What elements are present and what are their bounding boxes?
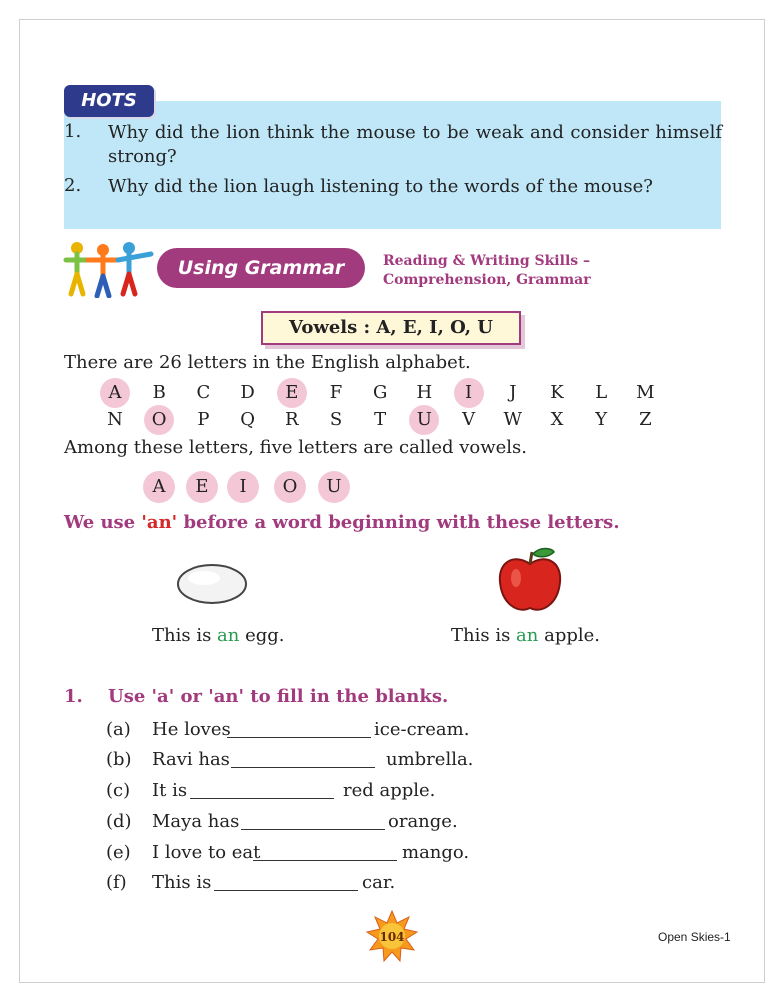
- vowel-letter: A: [100, 378, 130, 408]
- item-text: mango.: [402, 842, 470, 863]
- alphabet-letter: N: [107, 409, 123, 430]
- alphabet-letter: Z: [639, 409, 652, 430]
- egg-image: [174, 560, 250, 606]
- item-label: (c): [106, 780, 131, 801]
- alphabet-letter: M: [636, 382, 655, 403]
- caption-article: an: [217, 625, 240, 646]
- alphabet-letter: Q: [240, 409, 255, 430]
- alphabet-letter: W: [503, 409, 523, 430]
- alphabet-letter: G: [372, 382, 388, 403]
- an-rule: [64, 512, 620, 533]
- alphabet-letter: K: [550, 382, 564, 403]
- question-text: strong?: [108, 146, 177, 167]
- item-label: (d): [106, 811, 132, 832]
- egg-caption: [152, 625, 285, 646]
- vowel-letter: U: [409, 405, 439, 435]
- item-label: (e): [106, 842, 131, 863]
- vowel-letter: O: [144, 405, 174, 435]
- answer-blank[interactable]: [214, 871, 358, 891]
- item-text: This is: [152, 872, 212, 893]
- item-text: red apple.: [343, 780, 436, 801]
- exercise-heading: [64, 686, 448, 707]
- exercise-number: 1.: [64, 686, 83, 707]
- alphabet-letter: J: [509, 382, 517, 403]
- answer-blank[interactable]: [227, 718, 371, 738]
- item-text: ice-cream.: [374, 719, 470, 740]
- answer-blank[interactable]: [253, 841, 397, 861]
- caption-text: This is: [451, 625, 517, 646]
- alphabet-letter: R: [285, 409, 299, 430]
- apple-caption: [451, 625, 600, 646]
- alphabet-letter: C: [196, 382, 211, 403]
- alphabet-letter: X: [550, 409, 564, 430]
- question-text: Why did the lion think the mouse to be weak and consider himself: [108, 122, 722, 143]
- caption-text: This is: [152, 625, 218, 646]
- rule-text: before a word beginning with these letters.: [177, 512, 620, 533]
- item-text: orange.: [388, 811, 458, 832]
- page-number: 104: [379, 930, 405, 944]
- question-text: Why did the lion laugh listening to the words of the mouse?: [108, 176, 653, 197]
- question-number: 1.: [64, 121, 82, 142]
- item-text: Maya has: [152, 811, 240, 832]
- rule-text: We use: [64, 512, 142, 533]
- alphabet-letter: F: [329, 382, 343, 403]
- caption-text: egg.: [239, 625, 285, 646]
- children-group-icon: [63, 238, 155, 298]
- apple-image: [496, 546, 564, 616]
- book-title: Open Skies-1: [658, 930, 731, 944]
- answer-blank[interactable]: [241, 810, 385, 830]
- alphabet-letter: P: [197, 409, 210, 430]
- alphabet-letter: T: [374, 409, 387, 430]
- vowel-circle: O: [274, 471, 306, 503]
- topic-title: Vowels : A, E, I, O, U: [261, 311, 521, 345]
- item-text: Ravi has: [152, 749, 230, 770]
- vowels-intro: Among these letters, five letters are called vowels.: [64, 437, 527, 458]
- alphabet-letter: D: [240, 382, 255, 403]
- vowel-letter: E: [277, 378, 307, 408]
- skills-line: Comprehension, Grammar: [383, 272, 591, 288]
- alphabet-letter: Y: [595, 409, 608, 430]
- answer-blank[interactable]: [231, 748, 375, 768]
- hots-tab: HOTS: [64, 85, 154, 117]
- item-text: It is: [152, 780, 188, 801]
- skills-line: Reading & Writing Skills –: [383, 253, 591, 269]
- item-text: I love to eat: [152, 842, 261, 863]
- vowel-letter: I: [454, 378, 484, 408]
- caption-article: an: [516, 625, 539, 646]
- vowel-circle: E: [186, 471, 218, 503]
- alphabet-letter: S: [329, 409, 343, 430]
- item-label: (a): [106, 719, 131, 740]
- alphabet-letter: B: [152, 382, 166, 403]
- skills-label: [383, 252, 591, 290]
- rule-article: 'an': [141, 512, 178, 533]
- vowel-circle: U: [318, 471, 350, 503]
- page-number-badge: [366, 910, 418, 962]
- using-grammar-banner: Using Grammar: [157, 248, 365, 288]
- alphabet-letter: L: [595, 382, 608, 403]
- caption-text: apple.: [538, 625, 600, 646]
- vowel-circle: I: [227, 471, 259, 503]
- item-label: (b): [106, 749, 132, 770]
- alphabet-intro: There are 26 letters in the English alphabet.: [64, 352, 471, 373]
- alphabet-letter: V: [462, 409, 476, 430]
- vowel-circle: A: [143, 471, 175, 503]
- question-number: 2.: [64, 175, 82, 196]
- exercise-title: Use 'a' or 'an' to fill in the blanks.: [108, 686, 449, 707]
- item-text: He loves: [152, 719, 231, 740]
- answer-blank[interactable]: [190, 779, 334, 799]
- item-label: (f): [106, 872, 127, 893]
- item-text: umbrella.: [386, 749, 474, 770]
- alphabet-letter: H: [416, 382, 433, 403]
- item-text: car.: [362, 872, 396, 893]
